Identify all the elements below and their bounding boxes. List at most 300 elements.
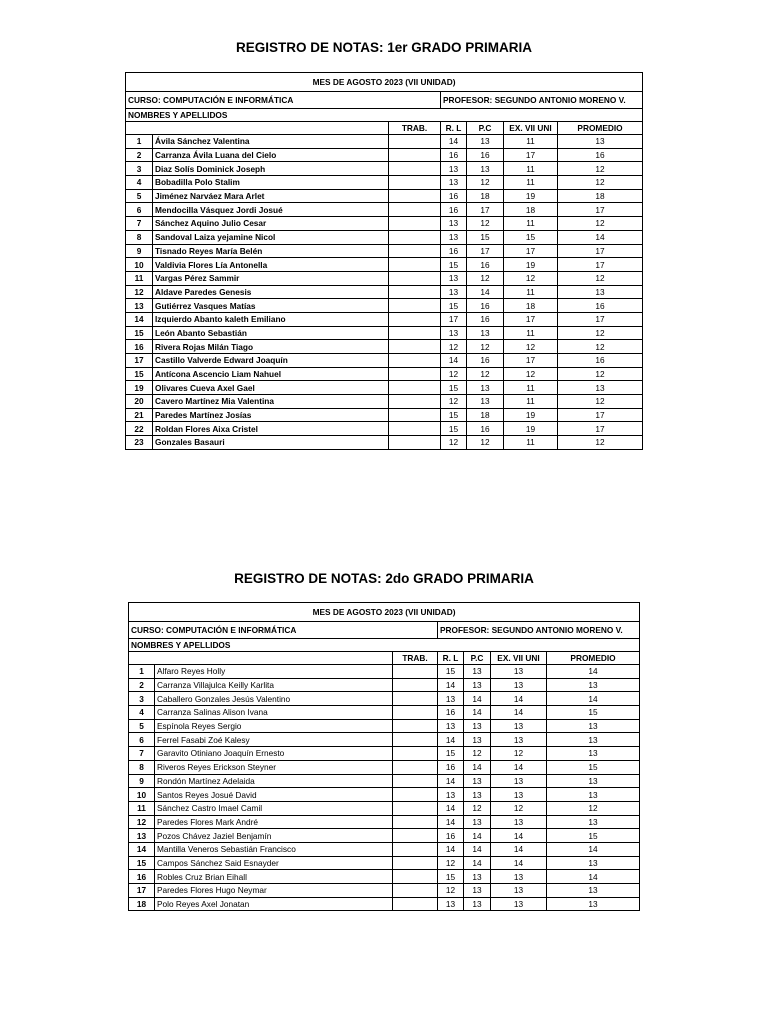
table-row xyxy=(129,678,640,692)
student-name: Paredes Martínez Josías xyxy=(153,408,389,422)
cell-trab xyxy=(393,719,438,733)
cell-rl: 13 xyxy=(441,176,467,190)
cell-rl: 15 xyxy=(438,870,464,884)
table-row xyxy=(126,312,643,326)
table-row xyxy=(126,299,643,313)
student-name: Robles Cruz Brian Eihall xyxy=(155,870,393,884)
cell-trab xyxy=(393,897,438,911)
cell-pc: 16 xyxy=(467,312,504,326)
cell-trab xyxy=(393,665,438,679)
table-row xyxy=(126,176,643,190)
table-row xyxy=(126,258,643,272)
cell-trab xyxy=(389,312,441,326)
cell-rl: 13 xyxy=(438,788,464,802)
cell-promedio: 18 xyxy=(558,189,643,203)
student-name: Sánchez Aquino Julio Cesar xyxy=(153,217,389,231)
student-name: Carranza Ávila Luana del Cielo xyxy=(153,148,389,162)
cell-ex: 11 xyxy=(504,436,558,450)
cell-rl: 16 xyxy=(441,189,467,203)
row-number: 15 xyxy=(126,326,153,340)
table-row xyxy=(126,244,643,258)
report1-col-trab: TRAB. xyxy=(389,122,441,135)
cell-pc: 12 xyxy=(467,436,504,450)
cell-ex: 14 xyxy=(491,856,547,870)
cell-promedio: 13 xyxy=(547,733,640,747)
row-number: 8 xyxy=(129,760,155,774)
row-number: 16 xyxy=(126,340,153,354)
cell-promedio: 12 xyxy=(558,395,643,409)
cell-pc: 14 xyxy=(464,856,491,870)
cell-trab xyxy=(389,203,441,217)
cell-trab xyxy=(393,801,438,815)
cell-rl: 12 xyxy=(441,367,467,381)
row-number: 11 xyxy=(126,271,153,285)
report2-header-blank xyxy=(129,652,393,665)
student-name: Diaz Solís Dominick Joseph xyxy=(153,162,389,176)
cell-rl: 14 xyxy=(441,354,467,368)
row-number: 4 xyxy=(126,176,153,190)
cell-rl: 16 xyxy=(438,706,464,720)
cell-rl: 15 xyxy=(438,665,464,679)
cell-rl: 15 xyxy=(441,381,467,395)
cell-promedio: 16 xyxy=(558,354,643,368)
table-row xyxy=(126,326,643,340)
student-name: Izquierdo Abanto kaleth Emiliano xyxy=(153,312,389,326)
cell-trab xyxy=(389,148,441,162)
table-row xyxy=(126,408,643,422)
student-name: Rondón Martínez Adelaida xyxy=(155,774,393,788)
cell-ex: 13 xyxy=(491,884,547,898)
report1-header-blank xyxy=(126,122,389,135)
cell-trab xyxy=(389,408,441,422)
report1-block xyxy=(125,72,642,450)
cell-ex: 17 xyxy=(504,244,558,258)
cell-pc: 17 xyxy=(467,203,504,217)
row-number: 15 xyxy=(129,856,155,870)
cell-pc: 15 xyxy=(467,230,504,244)
report2-course: CURSO: COMPUTACIÓN E INFORMÁTICA xyxy=(129,622,438,639)
row-number: 1 xyxy=(126,135,153,149)
report2-col-pc: P.C xyxy=(464,652,491,665)
cell-rl: 13 xyxy=(438,692,464,706)
table-row xyxy=(126,135,643,149)
cell-ex: 13 xyxy=(491,870,547,884)
student-name: Riveros Reyes Erickson Steyner xyxy=(155,760,393,774)
report1-table xyxy=(125,72,643,450)
cell-promedio: 15 xyxy=(547,760,640,774)
cell-promedio: 13 xyxy=(558,135,643,149)
cell-pc: 13 xyxy=(464,884,491,898)
report1-title: REGISTRO DE NOTAS: 1er GRADO PRIMARIA xyxy=(235,40,533,55)
student-name: Sánchez Castro Imael Camil xyxy=(155,801,393,815)
cell-ex: 14 xyxy=(491,706,547,720)
cell-promedio: 17 xyxy=(558,203,643,217)
cell-rl: 14 xyxy=(438,842,464,856)
cell-pc: 13 xyxy=(467,326,504,340)
cell-pc: 13 xyxy=(464,815,491,829)
student-name: Carranza Salinas Alison Ivana xyxy=(155,706,393,720)
student-name: Campos Sánchez Said Esnayder xyxy=(155,856,393,870)
table-row xyxy=(129,897,640,911)
cell-rl: 14 xyxy=(438,774,464,788)
cell-trab xyxy=(389,189,441,203)
cell-ex: 11 xyxy=(504,381,558,395)
cell-pc: 14 xyxy=(464,706,491,720)
cell-ex: 17 xyxy=(504,312,558,326)
table-row xyxy=(129,815,640,829)
student-name: Tisnado Reyes María Belén xyxy=(153,244,389,258)
cell-ex: 18 xyxy=(504,299,558,313)
cell-trab xyxy=(393,774,438,788)
table-row xyxy=(129,760,640,774)
cell-trab xyxy=(389,217,441,231)
cell-trab xyxy=(393,884,438,898)
cell-promedio: 13 xyxy=(547,815,640,829)
cell-rl: 17 xyxy=(441,312,467,326)
cell-ex: 11 xyxy=(504,217,558,231)
cell-trab xyxy=(389,258,441,272)
table-row xyxy=(129,829,640,843)
row-number: 14 xyxy=(129,842,155,856)
report2-names-header: NOMBRES Y APELLIDOS xyxy=(129,639,640,652)
cell-ex: 14 xyxy=(491,829,547,843)
student-name: Garavito Otiniano Joaquín Ernesto xyxy=(155,747,393,761)
cell-trab xyxy=(389,367,441,381)
table-row xyxy=(126,436,643,450)
cell-trab xyxy=(393,678,438,692)
cell-promedio: 13 xyxy=(547,856,640,870)
cell-promedio: 13 xyxy=(547,747,640,761)
row-number: 13 xyxy=(126,299,153,313)
cell-ex: 15 xyxy=(504,230,558,244)
student-name: Caballero Gonzales Jesús Valentino xyxy=(155,692,393,706)
cell-pc: 16 xyxy=(467,354,504,368)
row-number: 12 xyxy=(126,285,153,299)
cell-ex: 11 xyxy=(504,135,558,149)
table-row xyxy=(126,422,643,436)
row-number: 5 xyxy=(129,719,155,733)
cell-promedio: 15 xyxy=(547,829,640,843)
student-name: Paredes Flores Hugo Neymar xyxy=(155,884,393,898)
cell-ex: 13 xyxy=(491,788,547,802)
report2-col-rl: R. L xyxy=(438,652,464,665)
row-number: 2 xyxy=(129,678,155,692)
cell-trab xyxy=(389,271,441,285)
cell-rl: 15 xyxy=(441,258,467,272)
cell-promedio: 13 xyxy=(547,678,640,692)
cell-trab xyxy=(389,436,441,450)
row-number: 21 xyxy=(126,408,153,422)
student-name: Espínola Reyes Sergio xyxy=(155,719,393,733)
row-number: 20 xyxy=(126,395,153,409)
row-number: 3 xyxy=(126,162,153,176)
cell-pc: 14 xyxy=(467,285,504,299)
report2-col-promedio: PROMEDIO xyxy=(547,652,640,665)
cell-pc: 16 xyxy=(467,258,504,272)
row-number: 6 xyxy=(129,733,155,747)
cell-promedio: 12 xyxy=(558,271,643,285)
cell-promedio: 16 xyxy=(558,148,643,162)
student-name: Roldan Flores Aixa Cristel xyxy=(153,422,389,436)
table-row xyxy=(129,774,640,788)
cell-rl: 16 xyxy=(438,829,464,843)
cell-promedio: 13 xyxy=(558,285,643,299)
row-number: 8 xyxy=(126,230,153,244)
cell-promedio: 17 xyxy=(558,422,643,436)
report1-col-pc: P.C xyxy=(467,122,504,135)
table-row xyxy=(126,395,643,409)
cell-ex: 11 xyxy=(504,176,558,190)
cell-pc: 12 xyxy=(464,747,491,761)
table-row xyxy=(129,801,640,815)
cell-ex: 13 xyxy=(491,733,547,747)
report1-col-rl: R. L xyxy=(441,122,467,135)
cell-trab xyxy=(389,244,441,258)
cell-rl: 14 xyxy=(441,135,467,149)
student-name: Paredes Flores Mark André xyxy=(155,815,393,829)
table-row xyxy=(129,665,640,679)
cell-trab xyxy=(393,842,438,856)
cell-pc: 13 xyxy=(464,733,491,747)
cell-promedio: 14 xyxy=(547,665,640,679)
row-number: 3 xyxy=(129,692,155,706)
table-row xyxy=(126,367,643,381)
cell-rl: 15 xyxy=(441,408,467,422)
student-name: Sandoval Laiza yejamine Nicol xyxy=(153,230,389,244)
row-number: 4 xyxy=(129,706,155,720)
cell-pc: 16 xyxy=(467,299,504,313)
report2-col-trab: TRAB. xyxy=(393,652,438,665)
cell-trab xyxy=(389,162,441,176)
cell-ex: 12 xyxy=(504,367,558,381)
table-row xyxy=(129,870,640,884)
cell-promedio: 16 xyxy=(558,299,643,313)
cell-rl: 13 xyxy=(441,285,467,299)
cell-trab xyxy=(393,706,438,720)
row-number: 9 xyxy=(126,244,153,258)
cell-ex: 14 xyxy=(491,842,547,856)
student-name: León Abanto Sebastián xyxy=(153,326,389,340)
table-row xyxy=(129,706,640,720)
cell-ex: 11 xyxy=(504,285,558,299)
cell-promedio: 13 xyxy=(547,719,640,733)
cell-trab xyxy=(393,760,438,774)
table-row xyxy=(129,692,640,706)
cell-rl: 13 xyxy=(441,162,467,176)
report2-table xyxy=(128,602,640,911)
table-row xyxy=(126,148,643,162)
cell-pc: 13 xyxy=(467,381,504,395)
report2-teacher: PROFESOR: SEGUNDO ANTONIO MORENO V. xyxy=(438,622,640,639)
cell-pc: 18 xyxy=(467,408,504,422)
cell-rl: 13 xyxy=(438,719,464,733)
cell-trab xyxy=(393,829,438,843)
cell-rl: 14 xyxy=(438,733,464,747)
cell-rl: 12 xyxy=(438,856,464,870)
cell-trab xyxy=(389,230,441,244)
cell-rl: 13 xyxy=(438,897,464,911)
table-row xyxy=(129,719,640,733)
cell-ex: 12 xyxy=(491,747,547,761)
cell-rl: 13 xyxy=(441,326,467,340)
row-number: 17 xyxy=(129,884,155,898)
cell-promedio: 13 xyxy=(558,381,643,395)
student-name: Mantilla Veneros Sebastián Francisco xyxy=(155,842,393,856)
cell-rl: 14 xyxy=(438,801,464,815)
row-number: 7 xyxy=(129,747,155,761)
cell-promedio: 17 xyxy=(558,244,643,258)
table-row xyxy=(129,747,640,761)
student-name: Olivares Cueva Axel Gael xyxy=(153,381,389,395)
table-row xyxy=(126,354,643,368)
cell-ex: 13 xyxy=(491,719,547,733)
row-number: 6 xyxy=(126,203,153,217)
student-name: Cavero Martínez Mia Valentina xyxy=(153,395,389,409)
table-row xyxy=(126,285,643,299)
cell-pc: 17 xyxy=(467,244,504,258)
student-name: Gutiérrez Vasques Matías xyxy=(153,299,389,313)
cell-trab xyxy=(389,381,441,395)
cell-ex: 12 xyxy=(504,271,558,285)
row-number: 5 xyxy=(126,189,153,203)
cell-pc: 13 xyxy=(464,774,491,788)
cell-promedio: 12 xyxy=(558,217,643,231)
cell-promedio: 17 xyxy=(558,408,643,422)
cell-promedio: 13 xyxy=(547,884,640,898)
report2-title: REGISTRO DE NOTAS: 2do GRADO PRIMARIA xyxy=(234,571,534,586)
cell-pc: 13 xyxy=(467,162,504,176)
cell-pc: 14 xyxy=(464,842,491,856)
table-row xyxy=(129,842,640,856)
cell-trab xyxy=(389,395,441,409)
student-name: Castillo Valverde Edward Joaquín xyxy=(153,354,389,368)
cell-ex: 13 xyxy=(491,815,547,829)
cell-rl: 13 xyxy=(441,271,467,285)
cell-ex: 12 xyxy=(504,340,558,354)
cell-trab xyxy=(389,299,441,313)
row-number: 11 xyxy=(129,801,155,815)
cell-ex: 13 xyxy=(491,665,547,679)
cell-ex: 12 xyxy=(491,801,547,815)
row-number: 23 xyxy=(126,436,153,450)
cell-pc: 13 xyxy=(464,897,491,911)
row-number: 16 xyxy=(129,870,155,884)
table-row xyxy=(129,856,640,870)
cell-pc: 14 xyxy=(464,760,491,774)
cell-rl: 12 xyxy=(438,884,464,898)
cell-promedio: 17 xyxy=(558,312,643,326)
cell-ex: 13 xyxy=(491,897,547,911)
cell-promedio: 12 xyxy=(558,367,643,381)
report1-month: MES DE AGOSTO 2023 (VII UNIDAD) xyxy=(126,73,643,92)
student-name: Antícona Ascencio Liam Nahuel xyxy=(153,367,389,381)
cell-pc: 14 xyxy=(464,829,491,843)
student-name: Bobadilla Polo Stalim xyxy=(153,176,389,190)
row-number: 7 xyxy=(126,217,153,231)
report1-names-header: NOMBRES Y APELLIDOS xyxy=(126,109,643,122)
cell-pc: 13 xyxy=(464,678,491,692)
student-name: Jiménez Narváez Mara Arlet xyxy=(153,189,389,203)
cell-ex: 14 xyxy=(491,692,547,706)
cell-pc: 18 xyxy=(467,189,504,203)
cell-promedio: 14 xyxy=(558,230,643,244)
cell-pc: 12 xyxy=(467,217,504,231)
cell-rl: 12 xyxy=(441,395,467,409)
table-row xyxy=(129,788,640,802)
cell-ex: 14 xyxy=(491,760,547,774)
row-number: 19 xyxy=(126,381,153,395)
cell-trab xyxy=(389,354,441,368)
cell-rl: 15 xyxy=(438,747,464,761)
cell-promedio: 12 xyxy=(547,801,640,815)
cell-ex: 11 xyxy=(504,162,558,176)
student-name: Vargas Pérez Sammir xyxy=(153,271,389,285)
cell-promedio: 14 xyxy=(547,870,640,884)
row-number: 22 xyxy=(126,422,153,436)
cell-trab xyxy=(389,340,441,354)
cell-promedio: 12 xyxy=(558,162,643,176)
row-number: 1 xyxy=(129,665,155,679)
cell-pc: 13 xyxy=(464,665,491,679)
cell-trab xyxy=(393,815,438,829)
cell-promedio: 13 xyxy=(547,897,640,911)
cell-promedio: 12 xyxy=(558,340,643,354)
cell-pc: 13 xyxy=(467,395,504,409)
student-name: Gonzales Basauri xyxy=(153,436,389,450)
row-number: 12 xyxy=(129,815,155,829)
cell-pc: 14 xyxy=(464,692,491,706)
cell-rl: 16 xyxy=(441,244,467,258)
student-name: Aldave Paredes Genesis xyxy=(153,285,389,299)
cell-promedio: 13 xyxy=(547,788,640,802)
cell-promedio: 12 xyxy=(558,436,643,450)
cell-rl: 15 xyxy=(441,422,467,436)
cell-pc: 12 xyxy=(467,271,504,285)
cell-trab xyxy=(389,326,441,340)
cell-trab xyxy=(393,747,438,761)
student-name: Santos Reyes Josué David xyxy=(155,788,393,802)
cell-promedio: 13 xyxy=(547,774,640,788)
cell-ex: 19 xyxy=(504,189,558,203)
row-number: 15 xyxy=(126,367,153,381)
cell-promedio: 14 xyxy=(547,842,640,856)
table-row xyxy=(126,162,643,176)
cell-trab xyxy=(389,422,441,436)
cell-trab xyxy=(389,135,441,149)
student-name: Polo Reyes Axel Jonatan xyxy=(155,897,393,911)
cell-pc: 12 xyxy=(464,801,491,815)
student-name: Mendocilla Vásquez Jordi Josué xyxy=(153,203,389,217)
cell-ex: 11 xyxy=(504,395,558,409)
cell-ex: 17 xyxy=(504,354,558,368)
row-number: 10 xyxy=(126,258,153,272)
cell-promedio: 12 xyxy=(558,326,643,340)
cell-ex: 17 xyxy=(504,148,558,162)
cell-pc: 13 xyxy=(464,788,491,802)
cell-ex: 19 xyxy=(504,422,558,436)
cell-rl: 16 xyxy=(438,760,464,774)
report2-col-ex: EX. VII UNI xyxy=(491,652,547,665)
cell-trab xyxy=(393,856,438,870)
row-number: 9 xyxy=(129,774,155,788)
cell-ex: 11 xyxy=(504,326,558,340)
cell-pc: 13 xyxy=(464,719,491,733)
cell-rl: 12 xyxy=(441,340,467,354)
cell-rl: 14 xyxy=(438,678,464,692)
student-name: Carranza Villajulca Keilly Karlita xyxy=(155,678,393,692)
row-number: 2 xyxy=(126,148,153,162)
student-name: Alfaro Reyes Holly xyxy=(155,665,393,679)
